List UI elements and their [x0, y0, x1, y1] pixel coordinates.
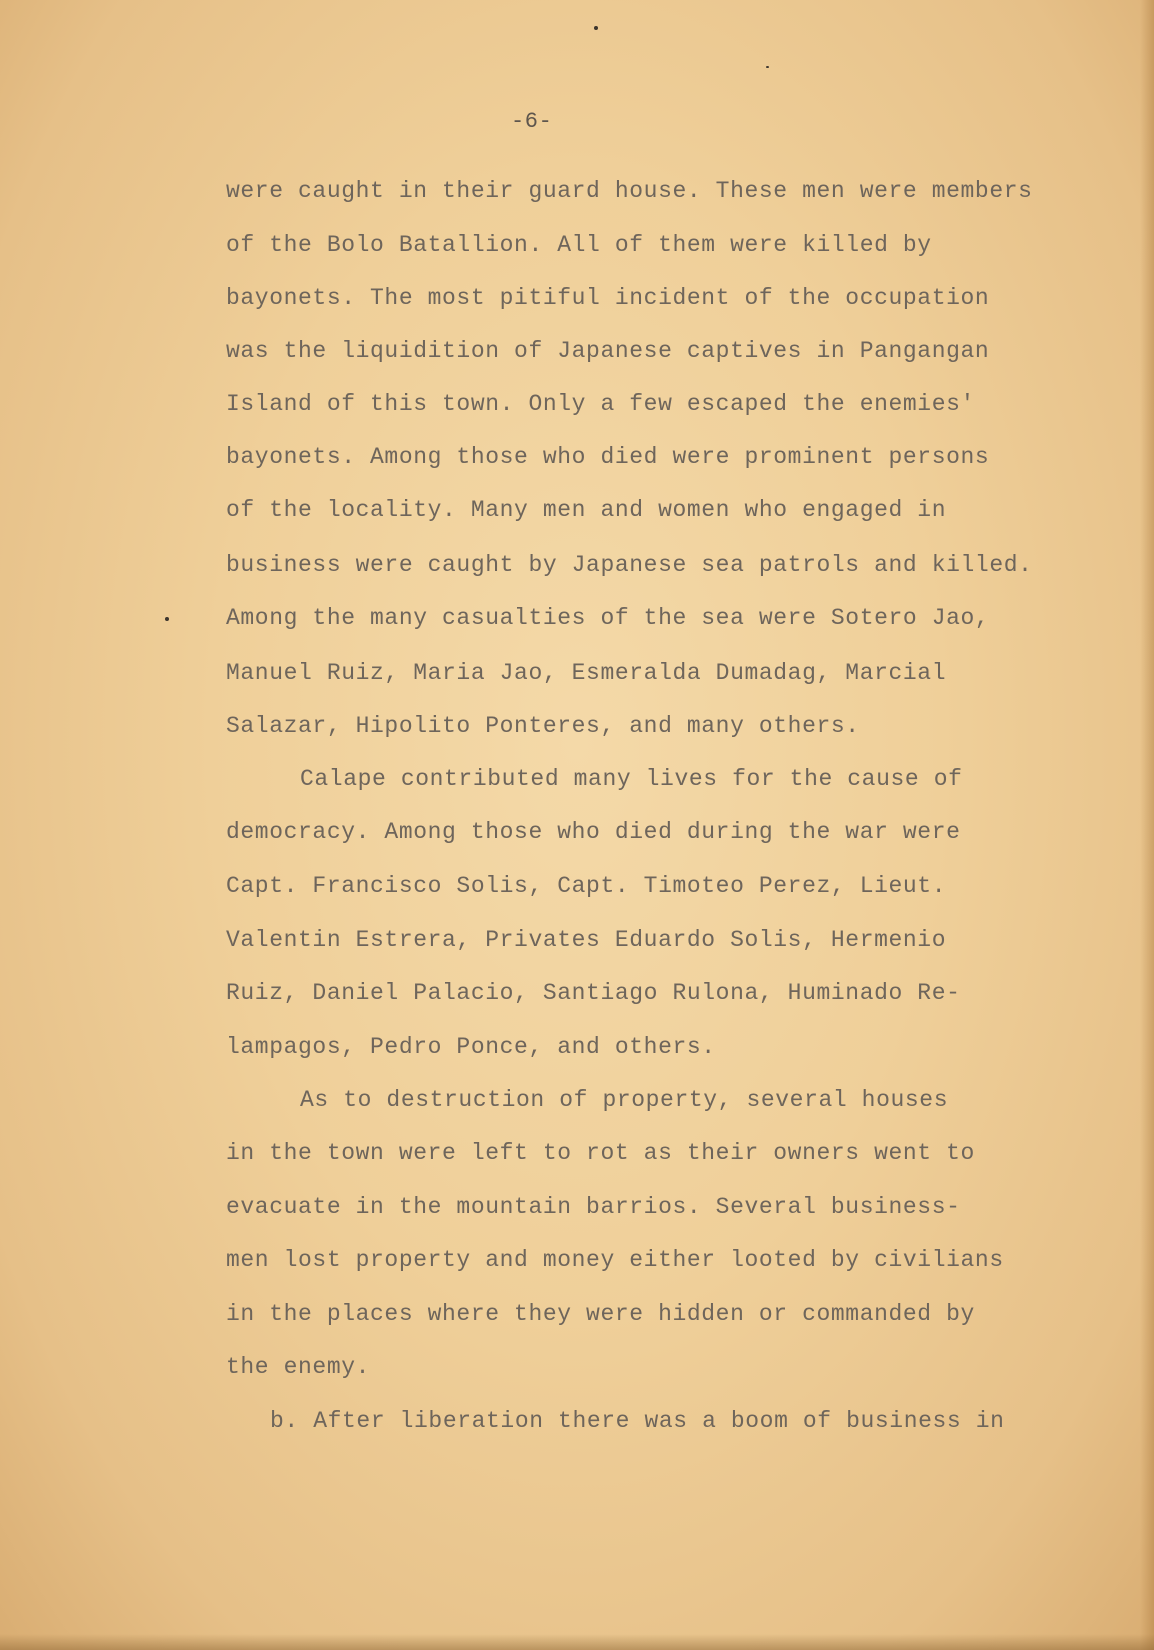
text-line: in the places where they were hidden or commanded by — [226, 1301, 975, 1327]
page-edge-shadow — [1140, 0, 1154, 1650]
page-number: -6- — [511, 109, 553, 134]
text-line: Salazar, Hipolito Ponteres, and many others. — [226, 713, 860, 739]
text-line: Valentin Estrera, Privates Eduardo Solis, Hermenio — [226, 927, 947, 953]
text-line: men lost property and money either looted by civilians — [226, 1247, 1004, 1273]
text-line: Among the many casualties of the sea were Sotero Jao, — [226, 605, 990, 631]
text-line: Capt. Francisco Solis, Capt. Timoteo Perez, Lieut. — [226, 873, 947, 899]
ink-speck — [766, 66, 769, 68]
text-line: b. After liberation there was a boom of business in — [270, 1408, 1005, 1434]
text-line: lampagos, Pedro Ponce, and others. — [226, 1034, 716, 1060]
ink-speck — [594, 26, 598, 30]
text-line: As to destruction of property, several houses — [300, 1087, 949, 1113]
text-line: evacuate in the mountain barrios. Several business- — [226, 1194, 961, 1220]
text-line: democracy. Among those who died during the war were — [226, 819, 961, 845]
page-bottom-shadow — [0, 1634, 1154, 1650]
text-line: bayonets. The most pitiful incident of the occupation — [226, 285, 990, 311]
text-line: of the locality. Many men and women who engaged in — [226, 497, 947, 523]
text-line: was the liquidition of Japanese captives in Pangangan — [226, 338, 990, 364]
text-line: in the town were left to rot as their owners went to — [226, 1140, 975, 1166]
text-line: Ruiz, Daniel Palacio, Santiago Rulona, Huminado Re- — [226, 980, 961, 1006]
text-line: of the Bolo Batallion. All of them were killed by — [226, 232, 932, 258]
text-line: Calape contributed many lives for the cause of — [300, 766, 963, 792]
text-line: Manuel Ruiz, Maria Jao, Esmeralda Dumadag, Marcial — [226, 660, 947, 686]
ink-speck — [165, 617, 169, 621]
text-line: business were caught by Japanese sea patrols and killed. — [226, 552, 1033, 578]
text-line: were caught in their guard house. These men were members — [226, 178, 1033, 204]
text-line: Island of this town. Only a few escaped the enemies' — [226, 391, 975, 417]
text-line: the enemy. — [226, 1354, 371, 1380]
text-line: bayonets. Among those who died were prominent persons — [226, 444, 990, 470]
